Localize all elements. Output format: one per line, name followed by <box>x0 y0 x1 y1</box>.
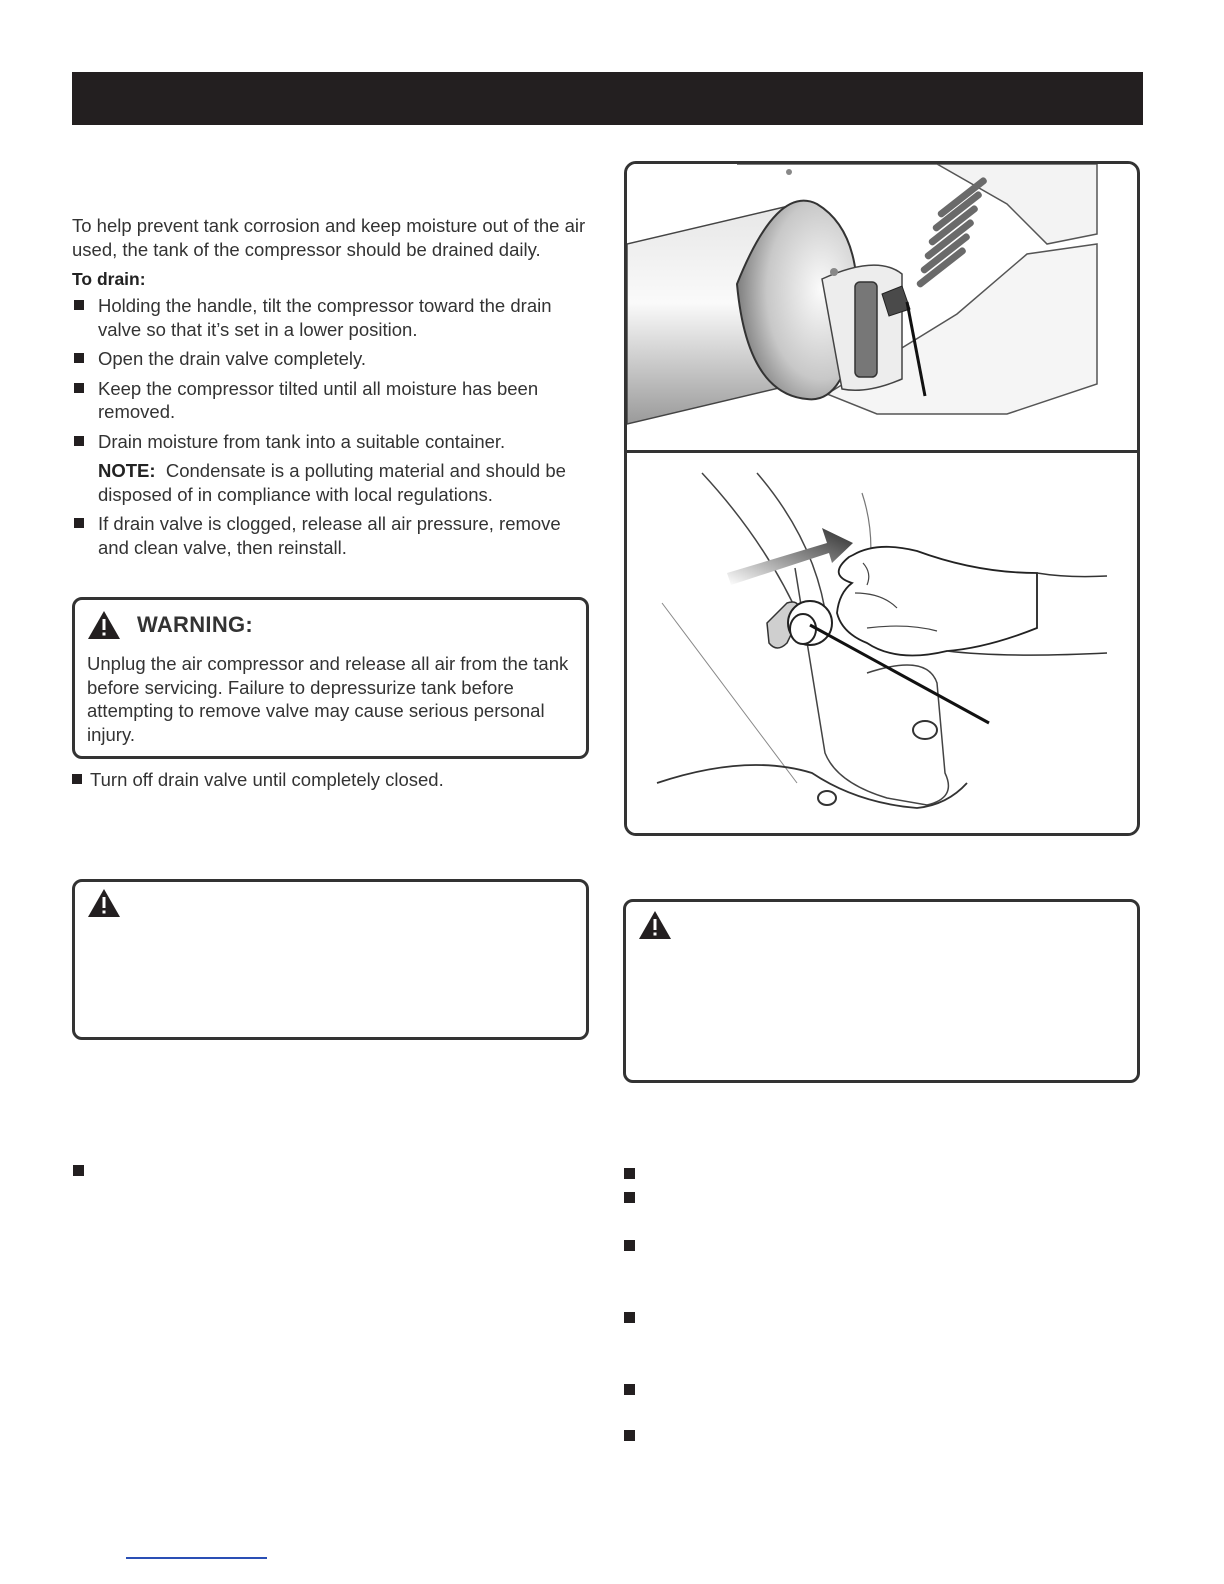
hand-opening-drain-valve-illustration <box>627 453 1136 835</box>
warning-heading <box>87 610 574 640</box>
note-text: Condensate is a polluting material and should be disposed of in compliance with local regulations. <box>98 460 566 505</box>
square-bullet-icon <box>73 1165 84 1176</box>
drain-valve-illustration <box>624 161 1140 836</box>
square-bullet-icon <box>624 1240 635 1251</box>
list-item: Drain moisture from tank into a suitable container. <box>72 430 592 454</box>
condensate-note <box>72 459 592 506</box>
drain-instructions <box>72 214 592 565</box>
warning-triangle-icon <box>638 910 672 940</box>
footer-link-underline[interactable] <box>126 1557 267 1559</box>
square-bullet-icon <box>624 1430 635 1441</box>
section-header-bar <box>72 72 1143 125</box>
list-item: Keep the compressor tilted until all moisture has been removed. <box>72 377 592 424</box>
warning-box-empty-left <box>72 879 589 1040</box>
warning-text: Unplug the air compressor and release all air from the tank before servicing. Failure to depressurize tank before attempting to remove valve may cause serious personal injury. <box>87 653 569 745</box>
square-bullet-icon <box>74 383 84 393</box>
warning-title: WARNING: <box>137 612 254 637</box>
turn-off-step: Turn off drain valve until completely closed. <box>72 768 444 792</box>
square-bullet-icon <box>624 1384 635 1395</box>
square-bullet-icon <box>624 1168 635 1179</box>
warning-triangle-icon <box>87 610 121 640</box>
list-item: Open the drain valve completely. <box>72 347 592 371</box>
square-bullet-icon <box>74 300 84 310</box>
clogged-step-list <box>72 512 592 559</box>
to-drain-subhead: To drain: <box>72 269 146 289</box>
square-bullet-icon <box>74 518 84 528</box>
list-item: Holding the handle, tilt the compressor toward the drain valve so that it’s set in a lower position. <box>72 294 592 341</box>
warning-box-empty-right <box>623 899 1140 1083</box>
drain-steps-list <box>72 294 592 453</box>
square-bullet-icon <box>624 1312 635 1323</box>
warning-triangle-icon <box>87 888 121 918</box>
square-bullet-icon <box>624 1192 635 1203</box>
list-item: If drain valve is clogged, release all air pressure, remove and clean valve, then reinstall. <box>72 512 592 559</box>
square-bullet-icon <box>74 353 84 363</box>
square-bullet-icon <box>72 774 82 784</box>
intro-paragraph: To help prevent tank corrosion and keep moisture out of the air used, the tank of the compressor should be drained daily. <box>72 215 586 260</box>
note-label: NOTE: <box>98 460 156 481</box>
compressor-side-view-illustration <box>627 164 1136 450</box>
warning-box <box>72 597 589 759</box>
square-bullet-icon <box>74 436 84 446</box>
